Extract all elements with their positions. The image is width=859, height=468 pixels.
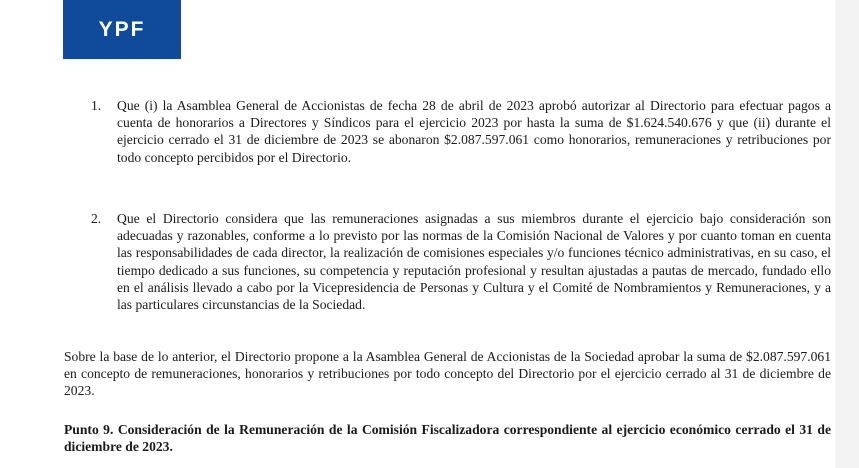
list-item bbox=[91, 210, 831, 313]
list-item-text: Que el Directorio considera que las remuneraciones asignadas a sus miembros durante el ejercicio bajo consideración son adecuadas y razonables, conforme a lo previsto por las normas de la Comisión Nacional de Valores y por cuanto toman en cuenta las responsabilidades de cada director, la realización de comisiones especiales y/o funciones técnico administrativas, en su caso, el tiempo dedicado a sus funciones, su competencia y reputación profesional y resultan ajustadas a pautas de mercado, fundado ello en el análisis llevado a cabo por la Vicepresidencia de Personas y Cultura y el Comité de Nombramientos y Remuneraciones, y a las particulares circunstancias de la Sociedad. bbox=[117, 211, 831, 313]
page-edge bbox=[835, 0, 859, 468]
ypf-logo bbox=[63, 0, 181, 59]
list-item-number: 1. bbox=[91, 98, 102, 113]
list-item-number: 2. bbox=[91, 211, 102, 226]
body-paragraph: Sobre la base de lo anterior, el Directorio propone a la Asamblea General de Accionistas de la Sociedad aprobar la suma de $2.087.597.061 en concepto de remuneraciones, honorarios y retribuciones por todo concepto del Directorio por el ejercicio cerrado al 31 de diciembre de 2023. bbox=[64, 349, 831, 399]
section-heading: Punto 9. Consideración de la Remuneración de la Comisión Fiscalizadora correspondiente al ejercicio económico cerrado el 31 de diciembre de 2023. bbox=[64, 422, 831, 455]
logo-text: YPF bbox=[98, 17, 146, 41]
list-item bbox=[91, 97, 831, 166]
list-item-text: Que (i) la Asamblea General de Accionistas de fecha 28 de abril de 2023 aprobó autorizar al Directorio para efectuar pagos a cuenta de honorarios a Directores y Síndicos para el ejercicio 2023 por hasta la suma de $1.624.540.676 y que (ii) durante el ejercicio cerrado el 31 de diciembre de 2023 se abonaron $2.087.597.061 como honorarios, remuneraciones y retribuciones por todo concepto percibidos por el Directorio. bbox=[117, 98, 831, 165]
